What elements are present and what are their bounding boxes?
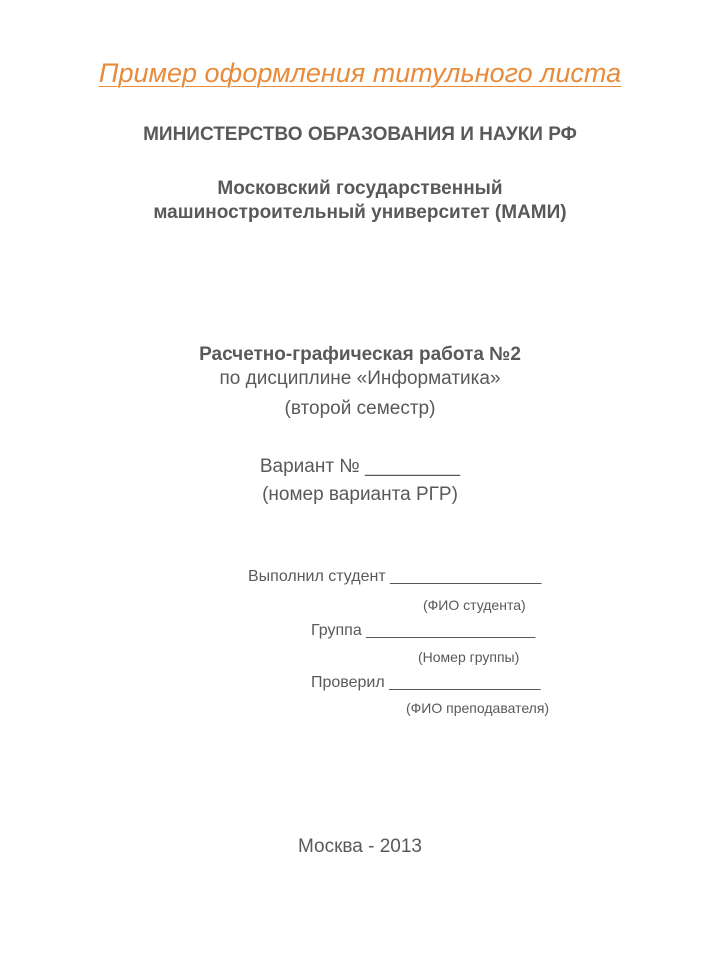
- work-title: Расчетно-графическая работа №2: [199, 344, 521, 365]
- page-heading: Пример оформления титульного листа: [98, 58, 622, 88]
- ministry-name: МИНИСТЕРСТВО ОБРАЗОВАНИЯ И НАУКИ РФ: [143, 124, 577, 145]
- work-semester: (второй семестр): [284, 398, 436, 419]
- checked-field: Проверил _________________: [311, 674, 541, 691]
- work-discipline: по дисциплине «Информатика»: [219, 368, 501, 389]
- student-field: Выполнил студент _________________: [248, 568, 542, 585]
- city-year: Москва - 2013: [297, 836, 423, 857]
- checked-field-note: (ФИО преподавателя): [406, 700, 550, 716]
- variant-label: Вариант № _________: [259, 456, 461, 477]
- group-field: Группа ___________________: [311, 622, 536, 639]
- group-field-note: (Номер группы): [418, 649, 520, 665]
- student-field-note: (ФИО студента): [423, 597, 526, 613]
- variant-note: (номер варианта РГР): [262, 484, 458, 505]
- university-name-line2: машиностроительный университет (МАМИ): [153, 202, 567, 223]
- university-name-line1: Московский государственный: [217, 178, 503, 199]
